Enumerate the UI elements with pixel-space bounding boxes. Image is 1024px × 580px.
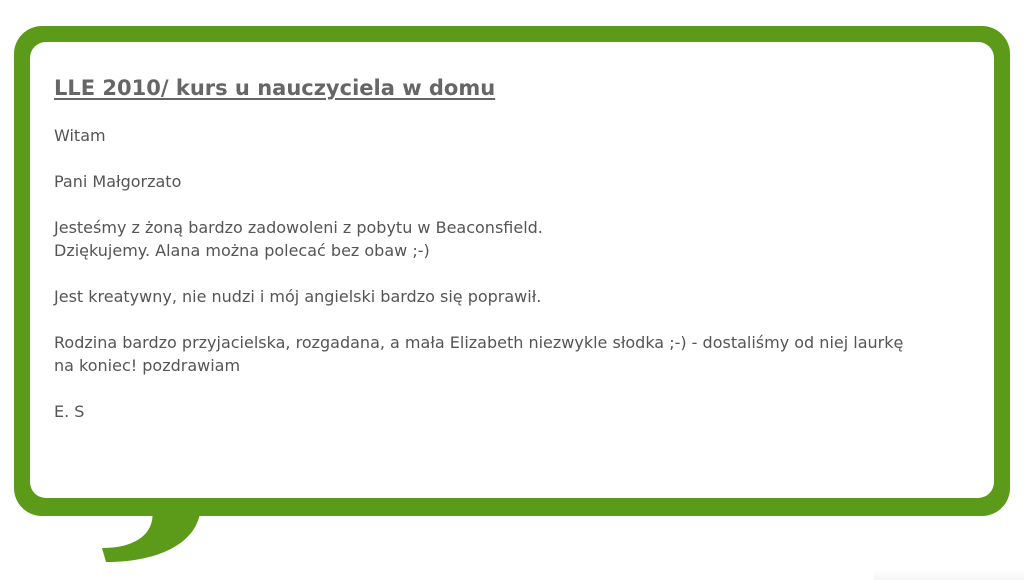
paragraph-family: Rodzina bardzo przyjacielska, rozgadana, a mała Elizabeth niezwykle słodka ;-) - dostaliśmy od niej laurkę na koniec! pozdrawiam <box>54 333 904 375</box>
greeting-text: Witam <box>54 126 106 145</box>
paragraph-teacher: Jest kreatywny, nie nudzi i mój angielski bardzo się poprawił. <box>54 287 542 306</box>
salutation-text: Pani Małgorzato <box>54 172 182 191</box>
signature-text: E. S <box>54 402 85 421</box>
testimonial-content <box>54 74 974 446</box>
page-corner-shadow <box>874 570 1024 580</box>
paragraph-satisfaction: Jesteśmy z żoną bardzo zadowoleni z pobytu w Beaconsfield. Dziękujemy. Alana można polecać bez obaw ;-) <box>54 218 543 260</box>
testimonial-title: LLE 2010/ kurs u nauczyciela w domu <box>54 76 496 100</box>
